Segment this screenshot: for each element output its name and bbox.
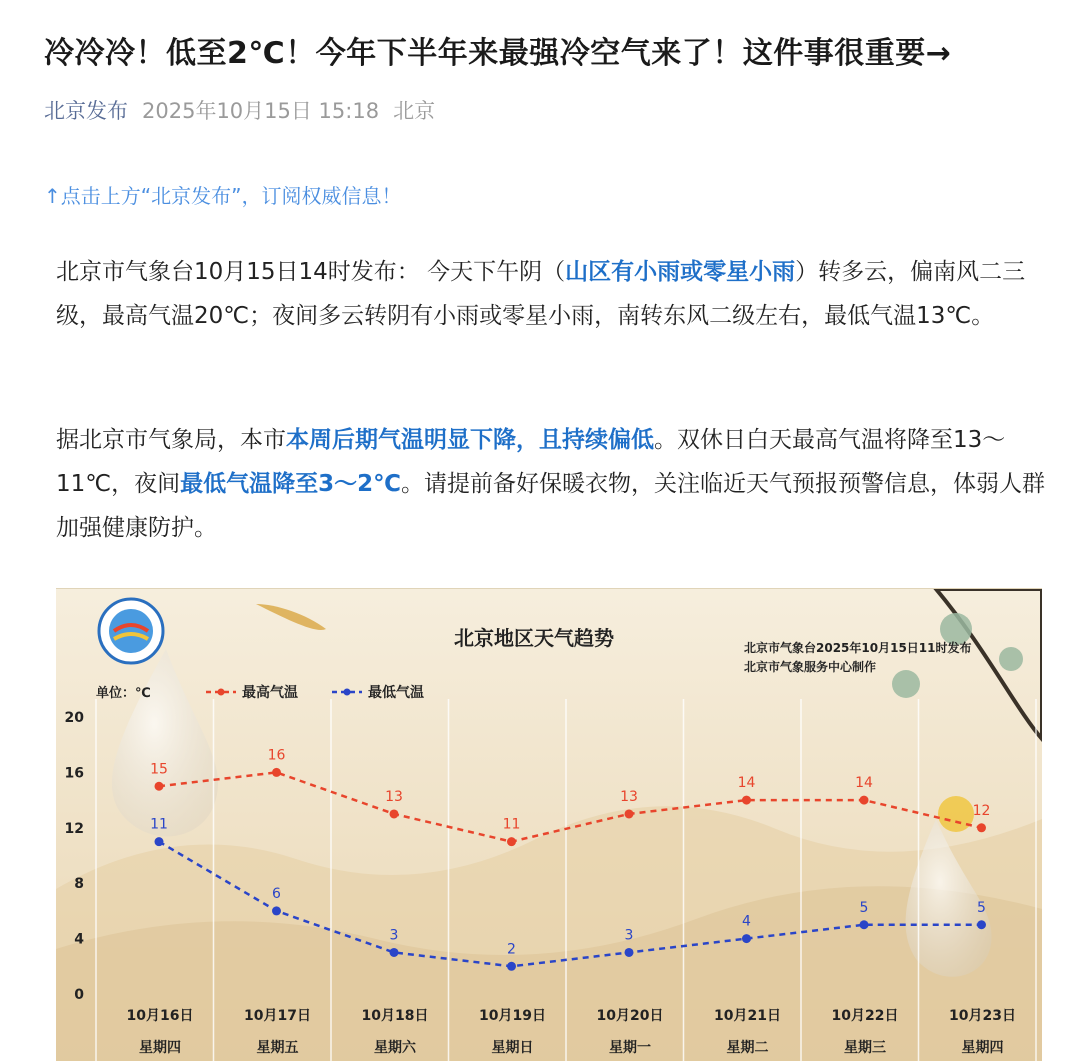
legend-label-max: 最高气温 (242, 685, 298, 701)
para2-highlight-2: 最低气温降至3～2℃ (180, 471, 401, 497)
subscribe-hint-link[interactable]: ↑点击上方“北京发布”，订阅权威信息！ (44, 184, 402, 208)
data-label-min: 2 (507, 941, 516, 958)
data-label-min: 6 (272, 885, 281, 902)
x-tick-weekday: 星期五 (256, 1040, 299, 1056)
data-label-max: 14 (737, 775, 756, 792)
x-tick-date: 10月16日 (126, 1008, 194, 1024)
x-tick-weekday: 星期二 (726, 1040, 769, 1056)
data-label-min: 4 (742, 913, 751, 930)
meteorological-service-logo (99, 599, 163, 663)
data-point-max (860, 796, 869, 805)
chart-publisher-line2: 北京市气象服务中心制作 (744, 660, 877, 674)
data-label-max: 16 (267, 747, 286, 764)
data-point-min (977, 920, 986, 929)
para2-rest: 。请提前备好保暖衣物，关注临近天气预报预警信息，体弱人群加强健康防护。 (56, 471, 1045, 541)
article-meta (44, 95, 435, 125)
x-tick-weekday: 星期日 (491, 1040, 534, 1056)
para1-highlight: 山区有小雨或零星小雨 (565, 259, 796, 285)
leaf-decoration (892, 670, 920, 698)
data-point-min (155, 837, 164, 846)
chart-unit-label: 单位：℃ (96, 686, 151, 701)
data-point-max (977, 823, 986, 832)
data-point-min (742, 934, 751, 943)
x-tick-date: 10月17日 (244, 1008, 311, 1024)
account-name-link[interactable]: 北京发布 (44, 99, 128, 123)
x-tick-weekday: 星期一 (609, 1040, 651, 1056)
flower-decoration (938, 796, 974, 832)
data-point-max (742, 796, 751, 805)
y-tick-label: 0 (74, 987, 84, 1003)
data-label-min: 5 (859, 899, 869, 916)
data-label-max: 12 (972, 802, 991, 819)
weather-trend-figure (56, 588, 1042, 1061)
paragraph-cold-air (56, 418, 1046, 550)
x-tick-date: 10月20日 (596, 1008, 664, 1024)
legend-dot-min (344, 689, 351, 696)
data-label-max: 13 (385, 788, 403, 805)
data-point-max (625, 809, 634, 818)
y-tick-label: 12 (64, 820, 84, 837)
para2-lead: 据北京市气象局，本市 (56, 427, 286, 453)
para1-lead: 北京市气象台10月15日14时发布： 今天下午阴（ (56, 259, 566, 285)
data-point-min (860, 920, 869, 929)
x-tick-weekday: 星期四 (139, 1040, 181, 1056)
weather-trend-chart (56, 589, 1042, 1061)
data-point-min (507, 962, 516, 971)
para2-mid: 。双休日白天最高气温将降至13～11℃，夜间 (56, 427, 1006, 497)
data-label-max: 13 (620, 788, 638, 805)
x-tick-weekday: 星期六 (374, 1040, 416, 1056)
x-tick-date: 10月23日 (949, 1008, 1016, 1024)
x-tick-weekday: 星期四 (961, 1040, 1004, 1056)
data-label-min: 5 (977, 899, 986, 916)
y-tick-label: 4 (74, 931, 84, 948)
x-tick-weekday: 星期三 (844, 1040, 886, 1056)
chart-publisher-line1: 北京市气象台2025年10月15日11时发布 (744, 641, 972, 655)
data-point-min (272, 906, 281, 915)
data-label-max: 14 (855, 775, 873, 792)
data-label-max: 15 (150, 761, 168, 778)
paragraph-forecast (56, 250, 1046, 338)
y-tick-label: 20 (64, 710, 84, 726)
data-point-max (390, 809, 399, 818)
data-point-max (507, 837, 516, 846)
y-tick-label: 16 (64, 765, 84, 782)
data-label-max: 11 (502, 816, 521, 833)
publish-datetime: 2025年10月15日 15:18 (142, 99, 380, 123)
data-label-min: 3 (389, 927, 399, 944)
para2-highlight-1: 本周后期气温明显下降，且持续偏低 (286, 427, 654, 453)
x-tick-date: 10月22日 (831, 1008, 899, 1024)
data-point-max (155, 782, 164, 791)
legend-dot-max (218, 689, 225, 696)
legend-label-min: 最低气温 (368, 685, 424, 701)
data-label-min: 11 (150, 816, 168, 833)
x-tick-date: 10月18日 (361, 1008, 429, 1024)
article-title: 冷冷冷！低至2℃！今年下半年来最强冷空气来了！这件事很重要→ (44, 36, 952, 71)
leaf-decoration (999, 647, 1023, 671)
data-point-min (625, 948, 634, 957)
y-tick-label: 8 (74, 876, 84, 893)
para1-rest: ）转多云，偏南风二三级，最高气温20℃；夜间多云转阴有小雨或零星小雨，南转东风二级左右，最低气温13℃。 (56, 259, 1026, 329)
chart-title: 北京地区天气趋势 (454, 626, 614, 650)
publish-location: 北京 (393, 99, 436, 123)
data-point-min (390, 948, 399, 957)
data-point-max (272, 768, 281, 777)
data-label-min: 3 (624, 927, 634, 944)
x-tick-date: 10月21日 (714, 1008, 781, 1024)
x-tick-date: 10月19日 (479, 1008, 546, 1024)
